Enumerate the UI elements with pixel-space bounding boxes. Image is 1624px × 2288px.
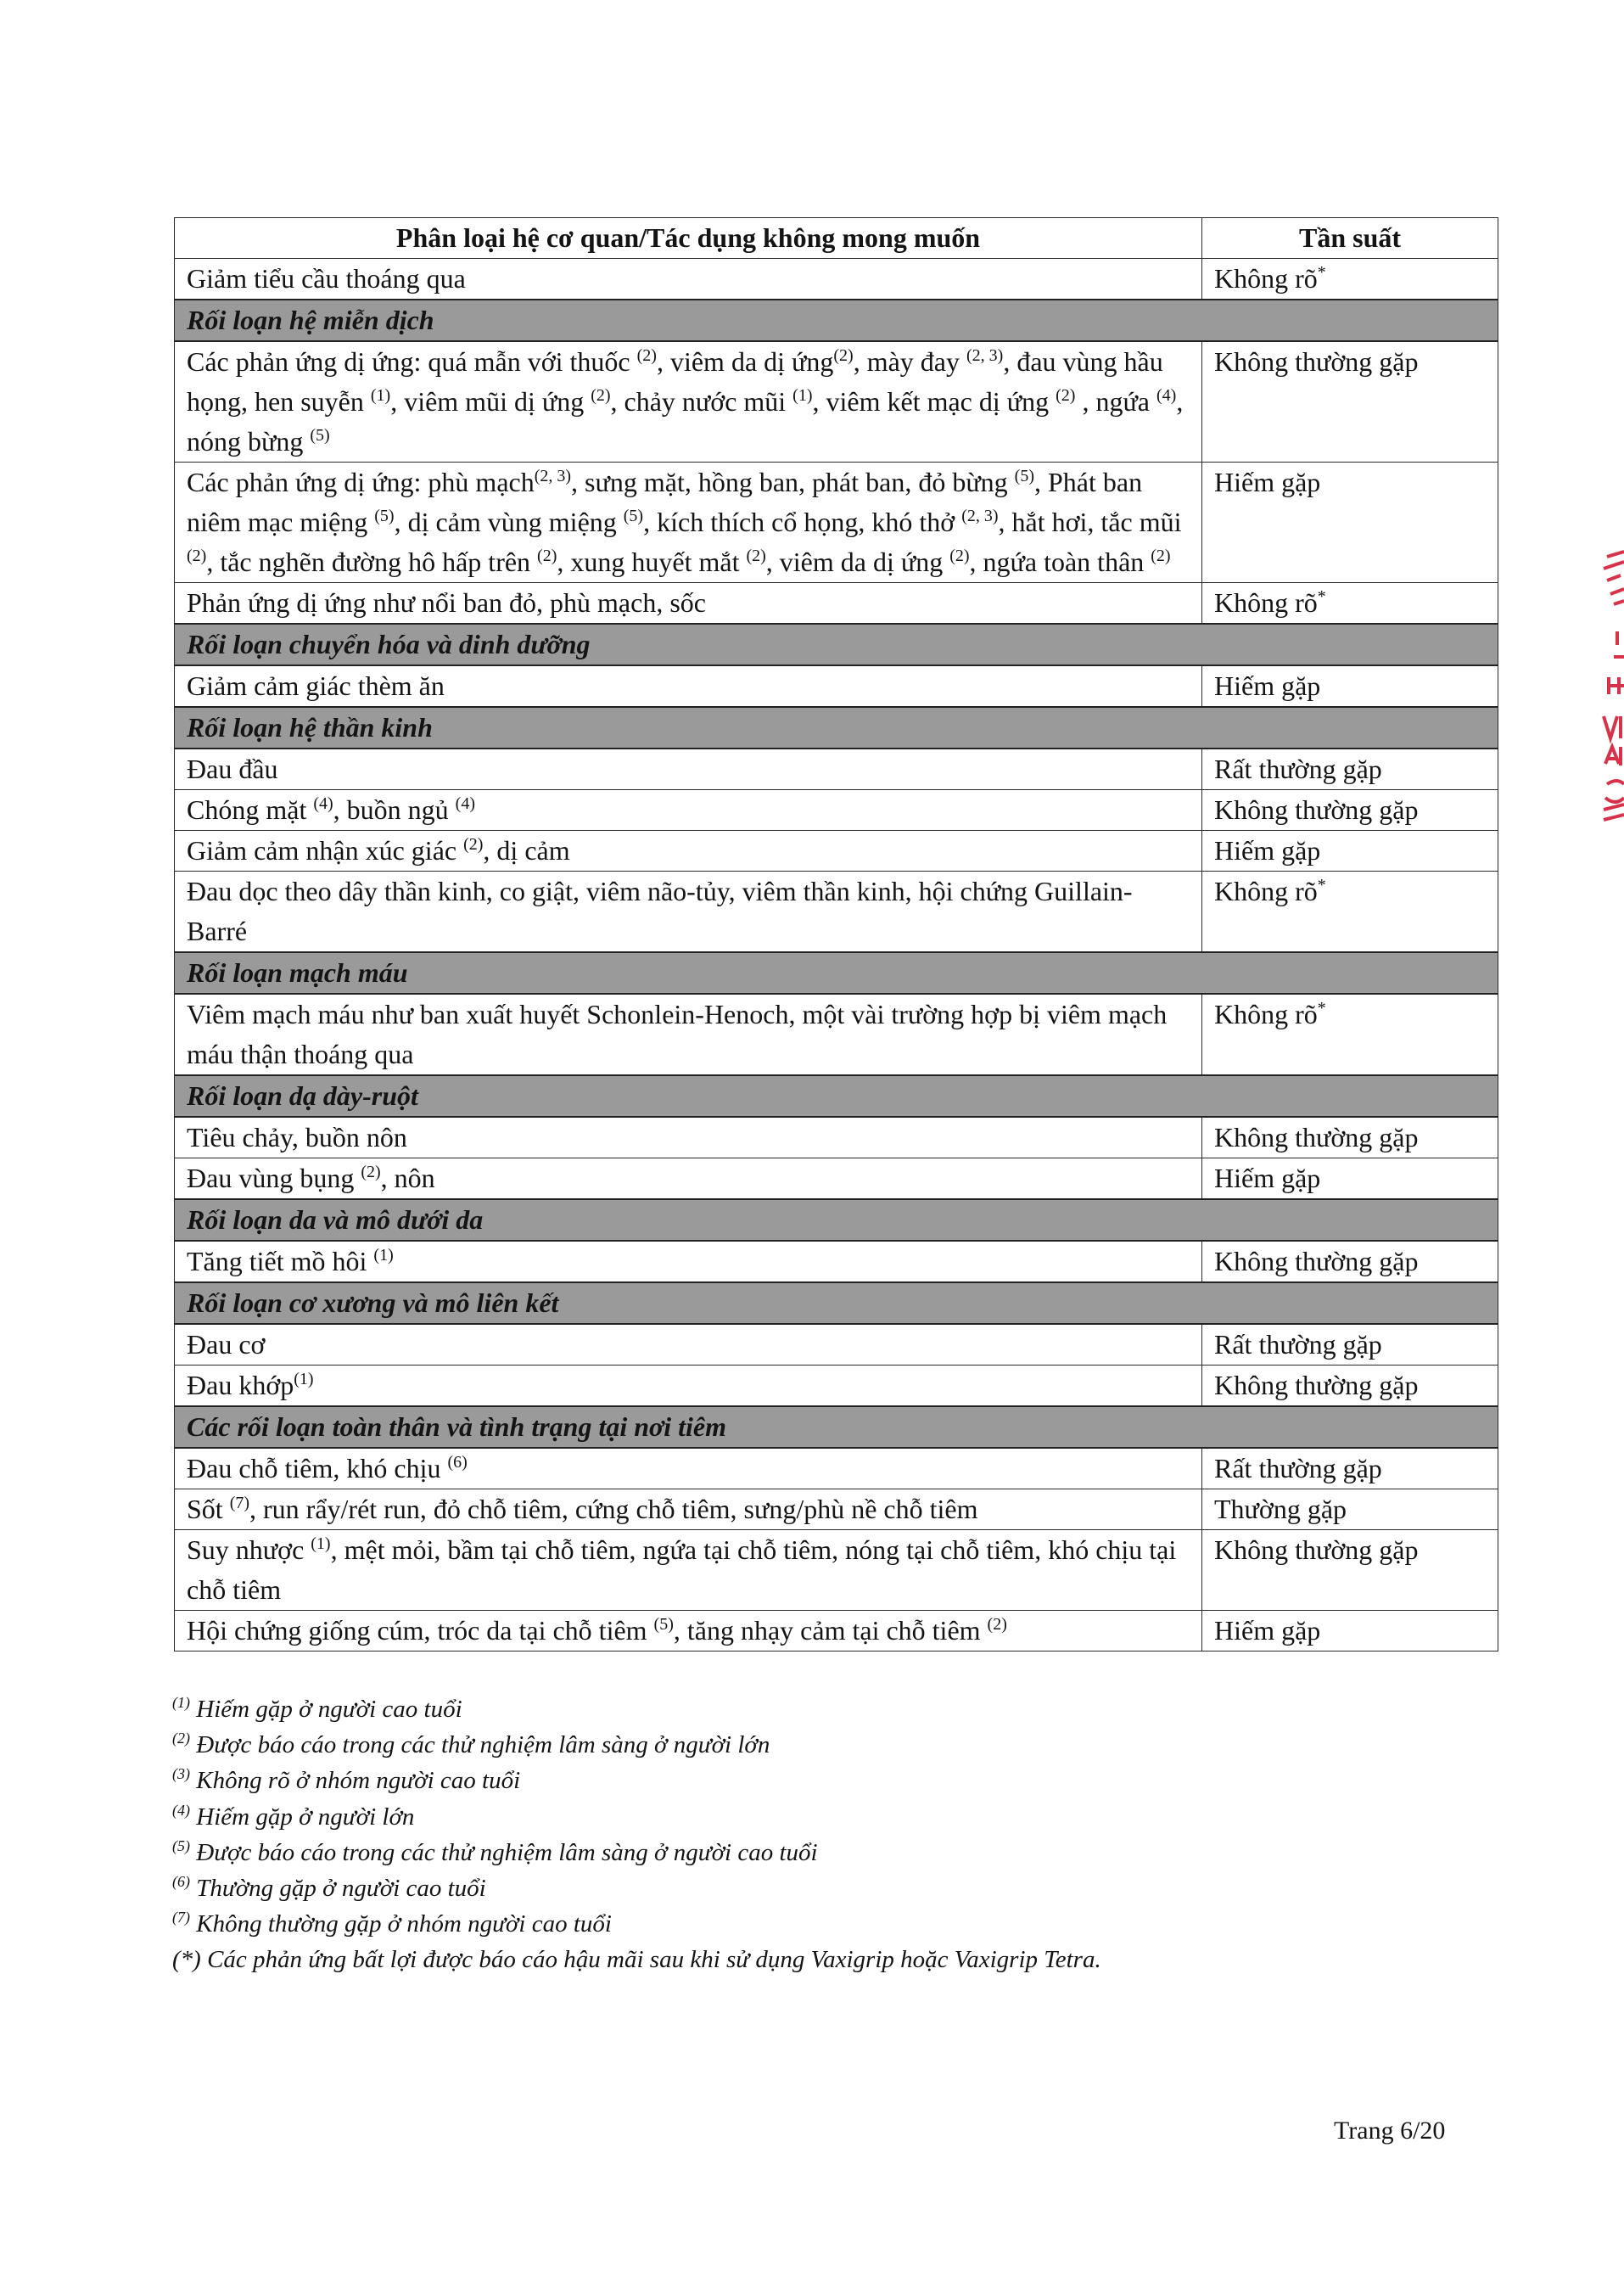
effect-cell: Đau vùng bụng $^{(2)}$, nôn [175,1158,1202,1200]
category-label: Rối loạn hệ thần kinh [175,707,1498,749]
frequency-cell: Rất thường gặp [1202,1324,1498,1366]
table-row [175,1241,1498,1282]
table-header-row [175,218,1498,259]
footnotes [172,1691,1496,1978]
category-row [175,1406,1498,1448]
effect-cell: Đau cơ [175,1324,1202,1366]
effect-cell: Giảm tiểu cầu thoáng qua [175,259,1202,300]
category-label: Các rối loạn toàn thân và tình trạng tại nơi tiêm [175,1406,1498,1448]
frequency-cell: Rất thường gặp [1202,749,1498,790]
effect-cell: Chóng mặt $^{(4)}$, buồn ngủ $^{(4)}$ [175,790,1202,831]
effect-cell: Suy nhược $^{(1)}$, mệt mỏi, bầm tại chỗ tiêm, ngứa tại chỗ tiêm, nóng tại chỗ tiêm, khó chịu tại chỗ tiêm [175,1530,1202,1611]
effect-cell: Giảm cảm nhận xúc giác $^{(2)}$, dị cảm [175,831,1202,872]
effect-cell: Hội chứng giống cúm, tróc da tại chỗ tiêm $^{(5)}$, tăng nhạy cảm tại chỗ tiêm $^{(2)}$ [175,1611,1202,1652]
frequency-cell: Không thường gặp [1202,1366,1498,1407]
table-row [175,749,1498,790]
effect-cell: Giảm cảm giác thèm ăn [175,665,1202,707]
category-label: Rối loạn cơ xương và mô liên kết [175,1282,1498,1324]
frequency-cell: Không rõ* [1202,259,1498,300]
frequency-cell: Không thường gặp [1202,1117,1498,1158]
asterisk-note: (*) Các phản ứng bất lợi được báo cáo hậu mãi sau khi sử dụng Vaxigrip hoặc Vaxigrip Tetra. [172,1946,1101,1974]
table-row [175,1366,1498,1407]
asterisk-mark: * [1317,587,1326,606]
frequency-cell: Không rõ* [1202,583,1498,625]
table-row [175,259,1498,300]
category-label: Rối loạn hệ miễn dịch [175,300,1498,341]
table-row [175,994,1498,1075]
category-label: Rối loạn mạch máu [175,952,1498,994]
effect-cell: Sốt $^{(7)}$, run rẩy/rét run, đỏ chỗ tiêm, cứng chỗ tiêm, sưng/phù nề chỗ tiêm [175,1489,1202,1530]
stamp-marks [1604,552,1624,820]
effect-cell: Phản ứng dị ứng như nổi ban đỏ, phù mạch, sốc [175,583,1202,625]
header-system-organ-class: Phân loại hệ cơ quan/Tác dụng không mong muốn [175,218,1202,259]
adverse-effects-table [174,217,1498,1652]
category-row [175,624,1498,665]
stamp-fragment [1599,550,1624,838]
table-row [175,790,1498,831]
category-row [175,300,1498,341]
footnote: $^{(4)}$ Hiếm gặp ở người lớn [172,1801,415,1831]
category-row [175,707,1498,749]
asterisk-mark: * [1317,263,1326,282]
frequency-cell: Rất thường gặp [1202,1448,1498,1489]
footnote: $^{(7)}$ Không thường gặp ở nhóm người cao tuổi [172,1909,612,1938]
effect-cell: Tăng tiết mồ hôi $^{(1)}$ [175,1241,1202,1282]
category-row [175,1075,1498,1117]
asterisk-mark: * [1317,999,1326,1018]
frequency-cell: Không thường gặp [1202,790,1498,831]
frequency-cell: Thường gặp [1202,1489,1498,1530]
footnote: $^{(5)}$ Được báo cáo trong các thử nghiệm lâm sàng ở người cao tuổi [172,1837,818,1866]
table-row [175,872,1498,953]
category-label: Rối loạn chuyển hóa và dinh dưỡng [175,624,1498,665]
table-row [175,1117,1498,1158]
frequency-cell: Hiếm gặp [1202,1158,1498,1200]
frequency-cell: Hiếm gặp [1202,831,1498,872]
effect-cell: Đau chỗ tiêm, khó chịu $^{(6)}$ [175,1448,1202,1489]
footnote: $^{(2)}$ Được báo cáo trong các thử nghiệm lâm sàng ở người lớn [172,1730,770,1759]
category-label: Rối loạn dạ dày-ruột [175,1075,1498,1117]
effect-cell: Viêm mạch máu như ban xuất huyết Schonlein-Henoch, một vài trường hợp bị viêm mạch máu thận thoáng qua [175,994,1202,1075]
table-row [175,463,1498,583]
frequency-cell: Không thường gặp [1202,1530,1498,1611]
table-row [175,665,1498,707]
frequency-cell: Không thường gặp [1202,1241,1498,1282]
page-number: Trang 6/20 [1334,2117,1446,2145]
effect-cell: Các phản ứng dị ứng: quá mẫn với thuốc $^{(2)}$, viêm da dị ứng$^{(2)}$, mày đay $^{(2, 3)}$, đau vùng hầu họng, hen suyễn $^{(1)}$, viêm mũi dị ứng $^{(2)}$, chảy nước mũi $^{(1)}$, viêm kết mạc dị ứng $^{(2)}$ , ngứa $^{(4)}$, nóng bừng $^{(5)}$ [175,341,1202,463]
table-row [175,583,1498,625]
table-row [175,1158,1498,1200]
category-row [175,1199,1498,1241]
table-row [175,1489,1498,1530]
frequency-cell: Không rõ* [1202,872,1498,953]
frequency-cell: Không rõ* [1202,994,1498,1075]
table-row [175,341,1498,463]
footnote: $^{(1)}$ Hiếm gặp ở người cao tuổi [172,1694,462,1723]
table-row [175,831,1498,872]
effect-cell: Đau đầu [175,749,1202,790]
category-row [175,952,1498,994]
frequency-cell: Hiếm gặp [1202,665,1498,707]
frequency-cell: Hiếm gặp [1202,463,1498,583]
frequency-cell: Không thường gặp [1202,341,1498,463]
table-row [175,1530,1498,1611]
table-row [175,1448,1498,1489]
effect-cell: Đau khớp$^{(1)}$ [175,1366,1202,1407]
table-row [175,1611,1498,1652]
category-row [175,1282,1498,1324]
category-label: Rối loạn da và mô dưới da [175,1199,1498,1241]
asterisk-mark: * [1317,876,1326,894]
header-frequency: Tần suất [1202,218,1498,259]
effect-cell: Tiêu chảy, buồn nôn [175,1117,1202,1158]
frequency-cell: Hiếm gặp [1202,1611,1498,1652]
footnote: $^{(6)}$ Thường gặp ở người cao tuổi [172,1873,486,1903]
effect-cell: Đau dọc theo dây thần kinh, co giật, viêm não-tủy, viêm thần kinh, hội chứng Guillain-Barré [175,872,1202,953]
footnote: $^{(3)}$ Không rõ ở nhóm người cao tuổi [172,1765,521,1795]
effect-cell: Các phản ứng dị ứng: phù mạch$^{(2, 3)}$, sưng mặt, hồng ban, phát ban, đỏ bừng $^{(5)}$, Phát ban niêm mạc miệng $^{(5)}$, dị cảm vùng miệng $^{(5)}$, kích thích cổ họng, khó thở $^{(2, 3)}$, hắt hơi, tắc mũi $^{(2)}$, tắc nghẽn đường hô hấp trên $^{(2)}$, xung huyết mắt $^{(2)}$, viêm da dị ứng $^{(2)}$, ngứa toàn thân $^{(2)}$ [175,463,1202,583]
table-row [175,1324,1498,1366]
